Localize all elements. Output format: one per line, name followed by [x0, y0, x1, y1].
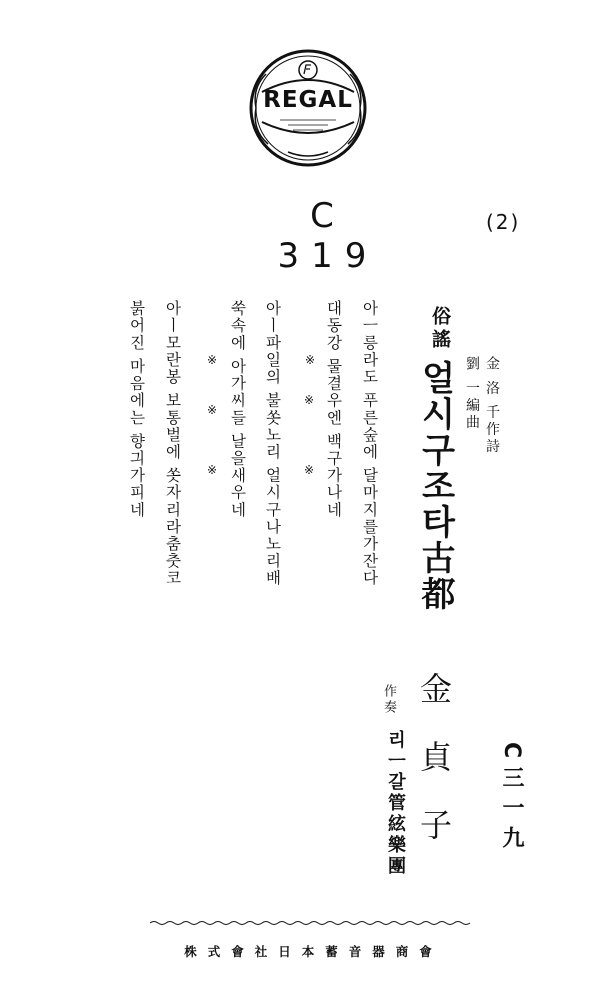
verse-divider-mark: ※ [304, 393, 315, 407]
singer-name: 金貞子 [415, 672, 453, 876]
song-title: 얼시구조타古都 [415, 360, 455, 612]
arranger-credit: 劉 一編曲 [464, 356, 480, 432]
verse-divider-mark: ※ [304, 463, 315, 477]
catalog-number-vertical: C三一九 [499, 742, 524, 857]
verse-divider-mark: ※ [207, 463, 218, 477]
catalog-number: C 319 [277, 196, 379, 276]
verse-divider-mark: ※ [207, 353, 218, 367]
regal-logo [248, 48, 368, 168]
decorative-rule [150, 920, 472, 926]
lyric-line: 쑥속에 아가씨들 날을새우네 [228, 300, 247, 519]
ensemble-name: 리ㅡ갈管絃樂團 [385, 730, 406, 877]
lyric-line: 붉어진 마음에는 향긔가피네 [127, 300, 146, 519]
genre-label: 俗謠 [429, 306, 451, 352]
lyric-line: 아ㅣ파일의 불쏫노리 얼시구나노리배 [263, 300, 282, 587]
company-name: 株式會社日本蓄音器商會 [184, 944, 443, 959]
verse-divider-mark: ※ [207, 403, 218, 417]
performer-role-label: 作奏 [381, 684, 396, 716]
lyric-line: 아ㅣ모란봉 보통벌에 쏫자리라춤춧코 [163, 300, 182, 587]
lyric-line: 아ㅡ릉라도 푸른숲에 달마지를가잔다 [360, 300, 379, 587]
side-number: (2) [486, 210, 521, 234]
lyricist-credit: 金 洛 千作詩 [484, 356, 500, 456]
brand-name: REGAL [263, 87, 353, 113]
verse-divider-mark: ※ [305, 353, 316, 367]
lyric-line: 대동강 물결우엔 백구가나네 [324, 300, 343, 519]
